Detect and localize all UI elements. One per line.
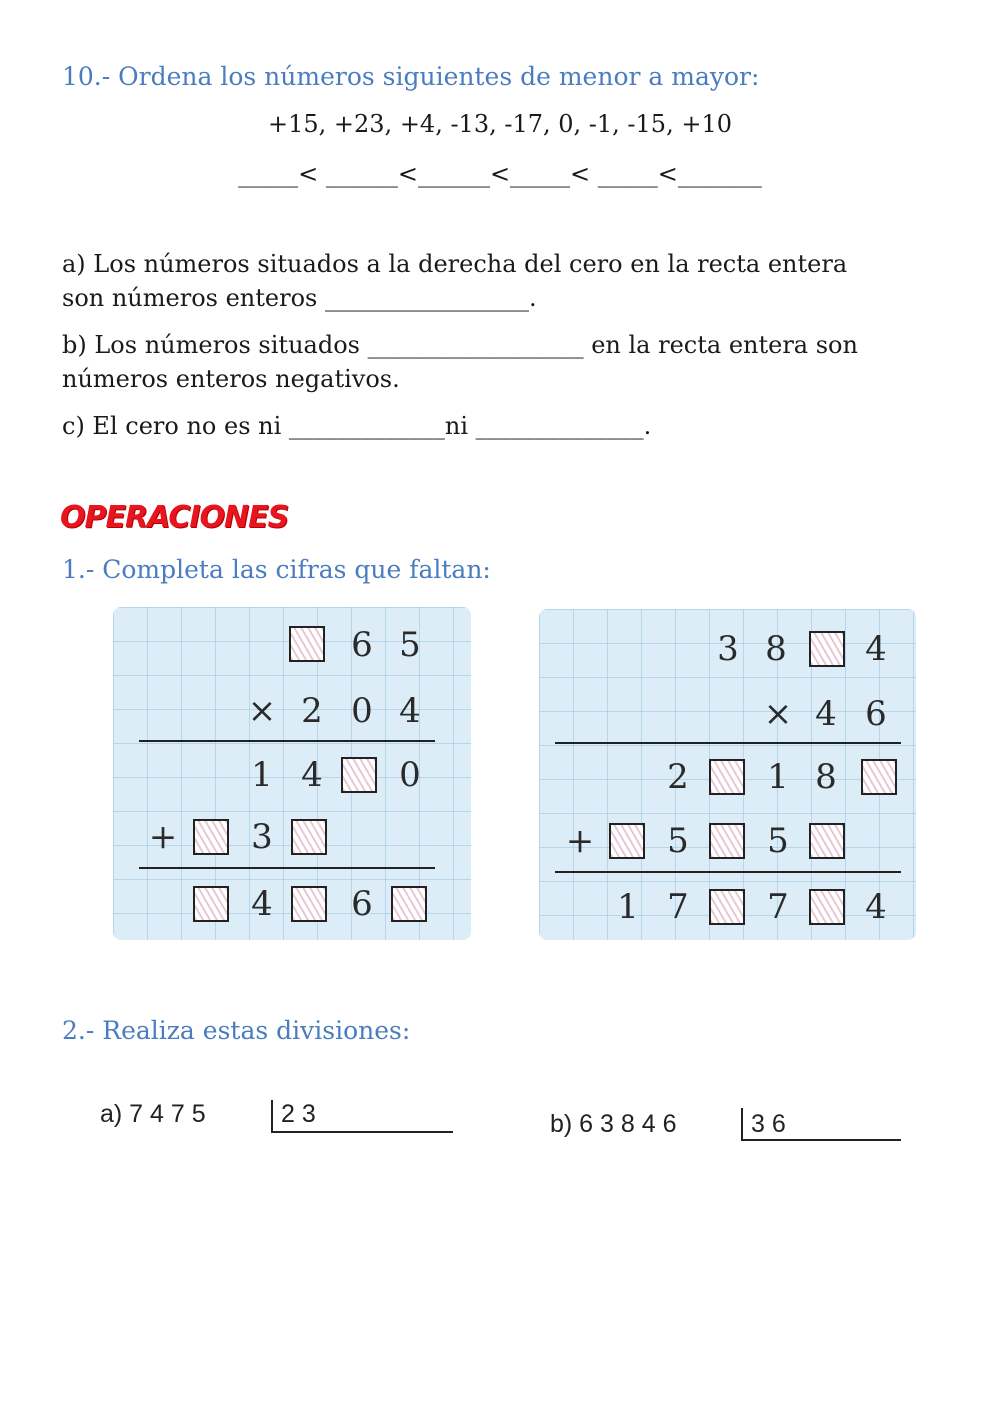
digit: 6	[351, 625, 373, 665]
digit: 8	[815, 757, 837, 797]
question-1-title: 1.- Completa las cifras que faltan:	[62, 555, 491, 584]
multiplication-panel-2	[539, 609, 916, 940]
division-b-divisor: 3 6	[751, 1110, 786, 1138]
digit: 4	[301, 755, 323, 795]
product-line	[139, 740, 435, 742]
missing-digit-box[interactable]	[291, 886, 327, 922]
missing-digit-box[interactable]	[193, 886, 229, 922]
digit: 5	[399, 625, 421, 665]
missing-digit-box[interactable]	[709, 889, 745, 925]
digit: 5	[667, 821, 689, 861]
times-sign: ×	[763, 694, 793, 734]
division-b-bracket-horizontal	[741, 1139, 901, 1141]
digit: 6	[865, 694, 887, 734]
digit: 0	[351, 691, 373, 731]
missing-digit-box[interactable]	[391, 886, 427, 922]
digit: 1	[767, 757, 789, 797]
section-heading: OPERACIONES	[60, 500, 289, 535]
digit: 7	[667, 887, 689, 927]
plus-sign: +	[148, 817, 178, 857]
statement-c[interactable]: c) El cero no es ni _____________ni ______________.	[62, 412, 652, 440]
digit: 1	[617, 887, 639, 927]
missing-digit-box[interactable]	[861, 759, 897, 795]
division-a-divisor: 2 3	[281, 1100, 316, 1128]
digit: 3	[251, 817, 273, 857]
question-10-title: 10.- Ordena los números siguientes de menor a mayor:	[62, 62, 760, 91]
ordering-blanks[interactable]: _____< ______<______<_____< _____<_______	[238, 160, 762, 188]
division-b-dividend: b) 6 3 8 4 6	[550, 1110, 677, 1138]
missing-digit-box[interactable]	[809, 823, 845, 859]
digit: 4	[865, 629, 887, 669]
digit: 4	[251, 884, 273, 924]
division-b-bracket-vertical	[741, 1108, 743, 1141]
statement-a-line2[interactable]: son números enteros _________________.	[62, 284, 537, 312]
missing-digit-box[interactable]	[709, 759, 745, 795]
plus-sign: +	[565, 821, 595, 861]
missing-digit-box[interactable]	[609, 823, 645, 859]
digit: 8	[765, 629, 787, 669]
sum-line	[555, 871, 901, 873]
digit: 3	[717, 629, 739, 669]
digit: 4	[815, 694, 837, 734]
missing-digit-box[interactable]	[289, 626, 325, 662]
missing-digit-box[interactable]	[809, 889, 845, 925]
product-line	[555, 742, 901, 744]
missing-digit-box[interactable]	[341, 757, 377, 793]
times-sign: ×	[247, 691, 277, 731]
digit: 4	[399, 691, 421, 731]
digit: 0	[399, 755, 421, 795]
missing-digit-box[interactable]	[291, 819, 327, 855]
statement-a-line1: a) Los números situados a la derecha del cero en la recta entera	[62, 250, 848, 278]
number-list: +15, +23, +4, -13, -17, 0, -1, -15, +10	[268, 110, 732, 138]
digit: 5	[767, 821, 789, 861]
division-a-dividend: a) 7 4 7 5	[100, 1100, 206, 1128]
digit: 2	[301, 691, 323, 731]
division-a-bracket-vertical	[271, 1100, 273, 1132]
digit: 1	[251, 755, 273, 795]
question-2-title: 2.- Realiza estas divisiones:	[62, 1016, 411, 1045]
missing-digit-box[interactable]	[709, 823, 745, 859]
missing-digit-box[interactable]	[193, 819, 229, 855]
digit: 7	[767, 887, 789, 927]
digit: 4	[865, 887, 887, 927]
digit: 6	[351, 884, 373, 924]
statement-b-line1[interactable]: b) Los números situados __________________ en la recta entera son	[62, 331, 858, 359]
sum-line	[139, 867, 435, 869]
missing-digit-box[interactable]	[809, 631, 845, 667]
multiplication-panel-1	[113, 607, 471, 940]
statement-b-line2: números enteros negativos.	[62, 365, 400, 393]
digit: 2	[667, 757, 689, 797]
division-a-bracket-horizontal	[271, 1131, 453, 1133]
